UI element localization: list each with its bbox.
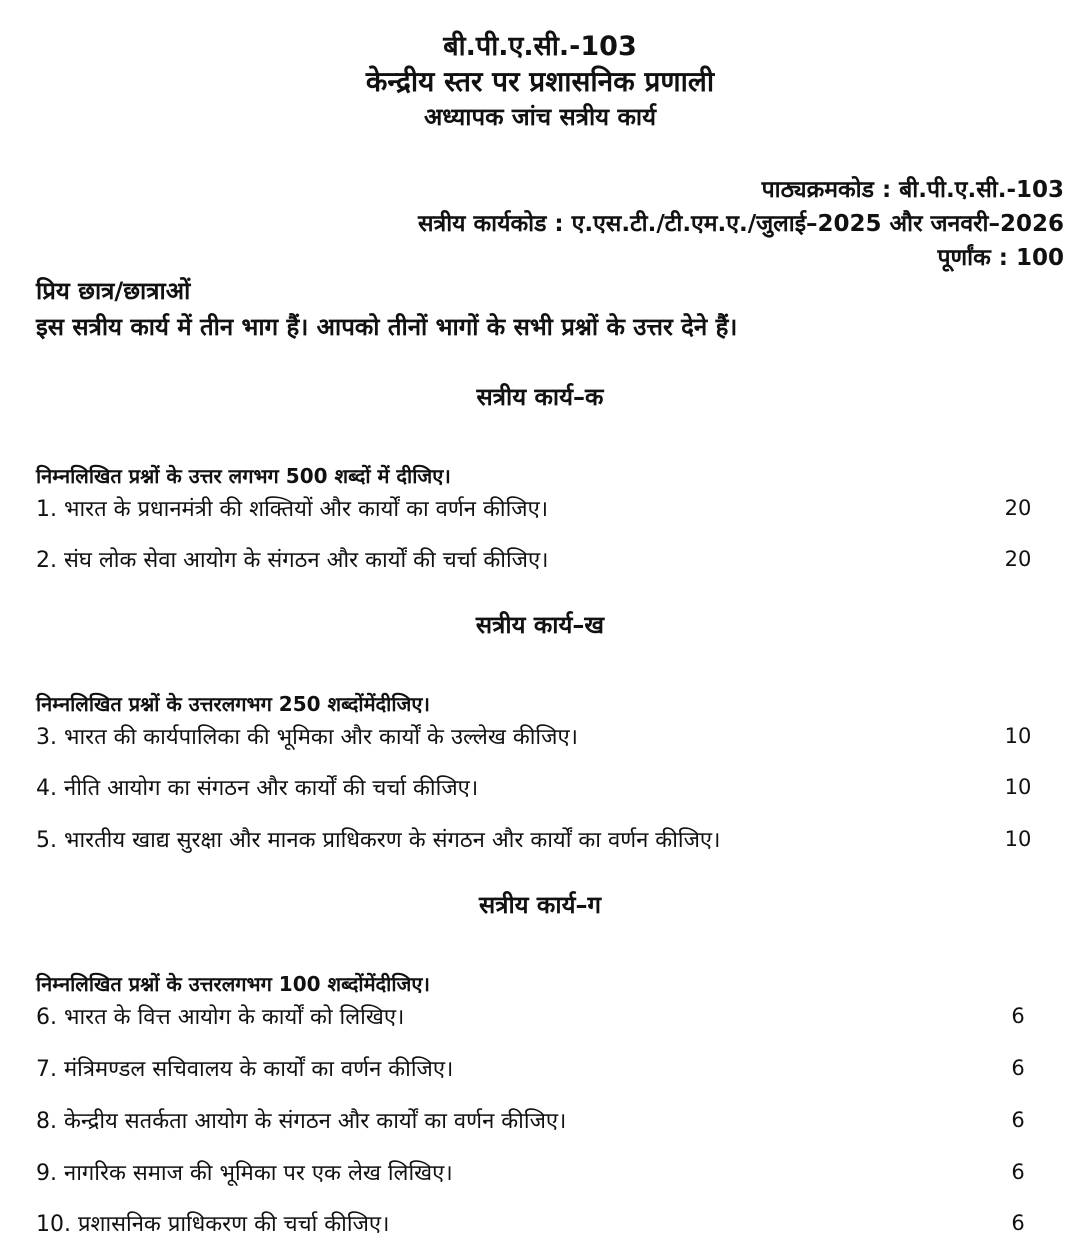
question-marks: 10 [1004, 827, 1032, 851]
question-marks: 6 [1011, 1211, 1025, 1235]
question-marks: 6 [1011, 1160, 1025, 1184]
question-marks: 20 [1004, 496, 1032, 520]
question-marks: 6 [1011, 1004, 1025, 1028]
question-marks: 10 [1004, 724, 1032, 748]
salutation: प्रिय छात्र/छात्राओं [36, 277, 191, 305]
question-marks: 20 [1004, 547, 1032, 571]
question-item: 2. संघ लोक सेवा आयोग के संगठन और कार्यों की चर्चा कीजिए। [36, 548, 549, 573]
section-b-heading: सत्रीय कार्य–ख [475, 611, 605, 639]
question-item: 6. भारत के वित्त आयोग के कार्यों को लिखिए। [36, 1005, 405, 1030]
assignment-code-line: सत्रीय कार्यकोड : ए.एस.टी./टी.एम.ए./जुलाई–2025 और जनवरी–2026 [417, 211, 1064, 237]
section-a-heading: सत्रीय कार्य–क [476, 383, 604, 411]
question-item: 1. भारत के प्रधानमंत्री की शक्तियों और कार्यों का वर्णन कीजिए। [36, 497, 549, 522]
question-item: 5. भारतीय खाद्य सुरक्षा और मानक प्राधिकरण के संगठन और कार्यों का वर्णन कीजिए। [36, 828, 721, 853]
intro-text: इस सत्रीय कार्य में तीन भाग हैं। आपको तीनों भागों के सभी प्रश्नों के उत्तर देने हैं। [36, 313, 738, 341]
section-c-instruction: निम्नलिखित प्रश्नों के उत्तरलगभग 100 शब्दोंमेंदीजिए। [36, 972, 431, 996]
question-marks: 6 [1011, 1056, 1025, 1080]
question-marks: 6 [1011, 1108, 1025, 1132]
question-item: 8. केन्द्रीय सतर्कता आयोग के संगठन और कार्यों का वर्णन कीजिए। [36, 1109, 567, 1134]
max-marks-line: पूर्णांक : 100 [937, 245, 1064, 271]
question-item: 7. मंत्रिमण्डल सचिवालय के कार्यों का वर्णन कीजिए। [36, 1057, 454, 1082]
section-a-instruction: निम्नलिखित प्रश्नों के उत्तर लगभग 500 शब्दों में दीजिए। [36, 464, 451, 488]
question-item: 4. नीति आयोग का संगठन और कार्यों की चर्चा कीजिए। [36, 776, 479, 801]
assignment-subtitle: अध्यापक जांच सत्रीय कार्य [423, 103, 657, 131]
course-code-title: बी.पी.ए.सी.-103 [443, 31, 637, 62]
question-item: 9. नागरिक समाज की भूमिका पर एक लेख लिखिए। [36, 1161, 453, 1186]
section-c-heading: सत्रीय कार्य–ग [478, 891, 602, 919]
question-item: 10. प्रशासनिक प्राधिकरण की चर्चा कीजिए। [36, 1212, 390, 1237]
course-title: केन्द्रीय स्तर पर प्रशासनिक प्रणाली [365, 65, 715, 98]
question-item: 3. भारत की कार्यपालिका की भूमिका और कार्यों के उल्लेख कीजिए। [36, 725, 578, 750]
course-code-line: पाठ्यक्रमकोड : बी.पी.ए.सी.-103 [761, 177, 1064, 203]
question-marks: 10 [1004, 775, 1032, 799]
section-b-instruction: निम्नलिखित प्रश्नों के उत्तरलगभग 250 शब्दोंमेंदीजिए। [36, 692, 431, 716]
